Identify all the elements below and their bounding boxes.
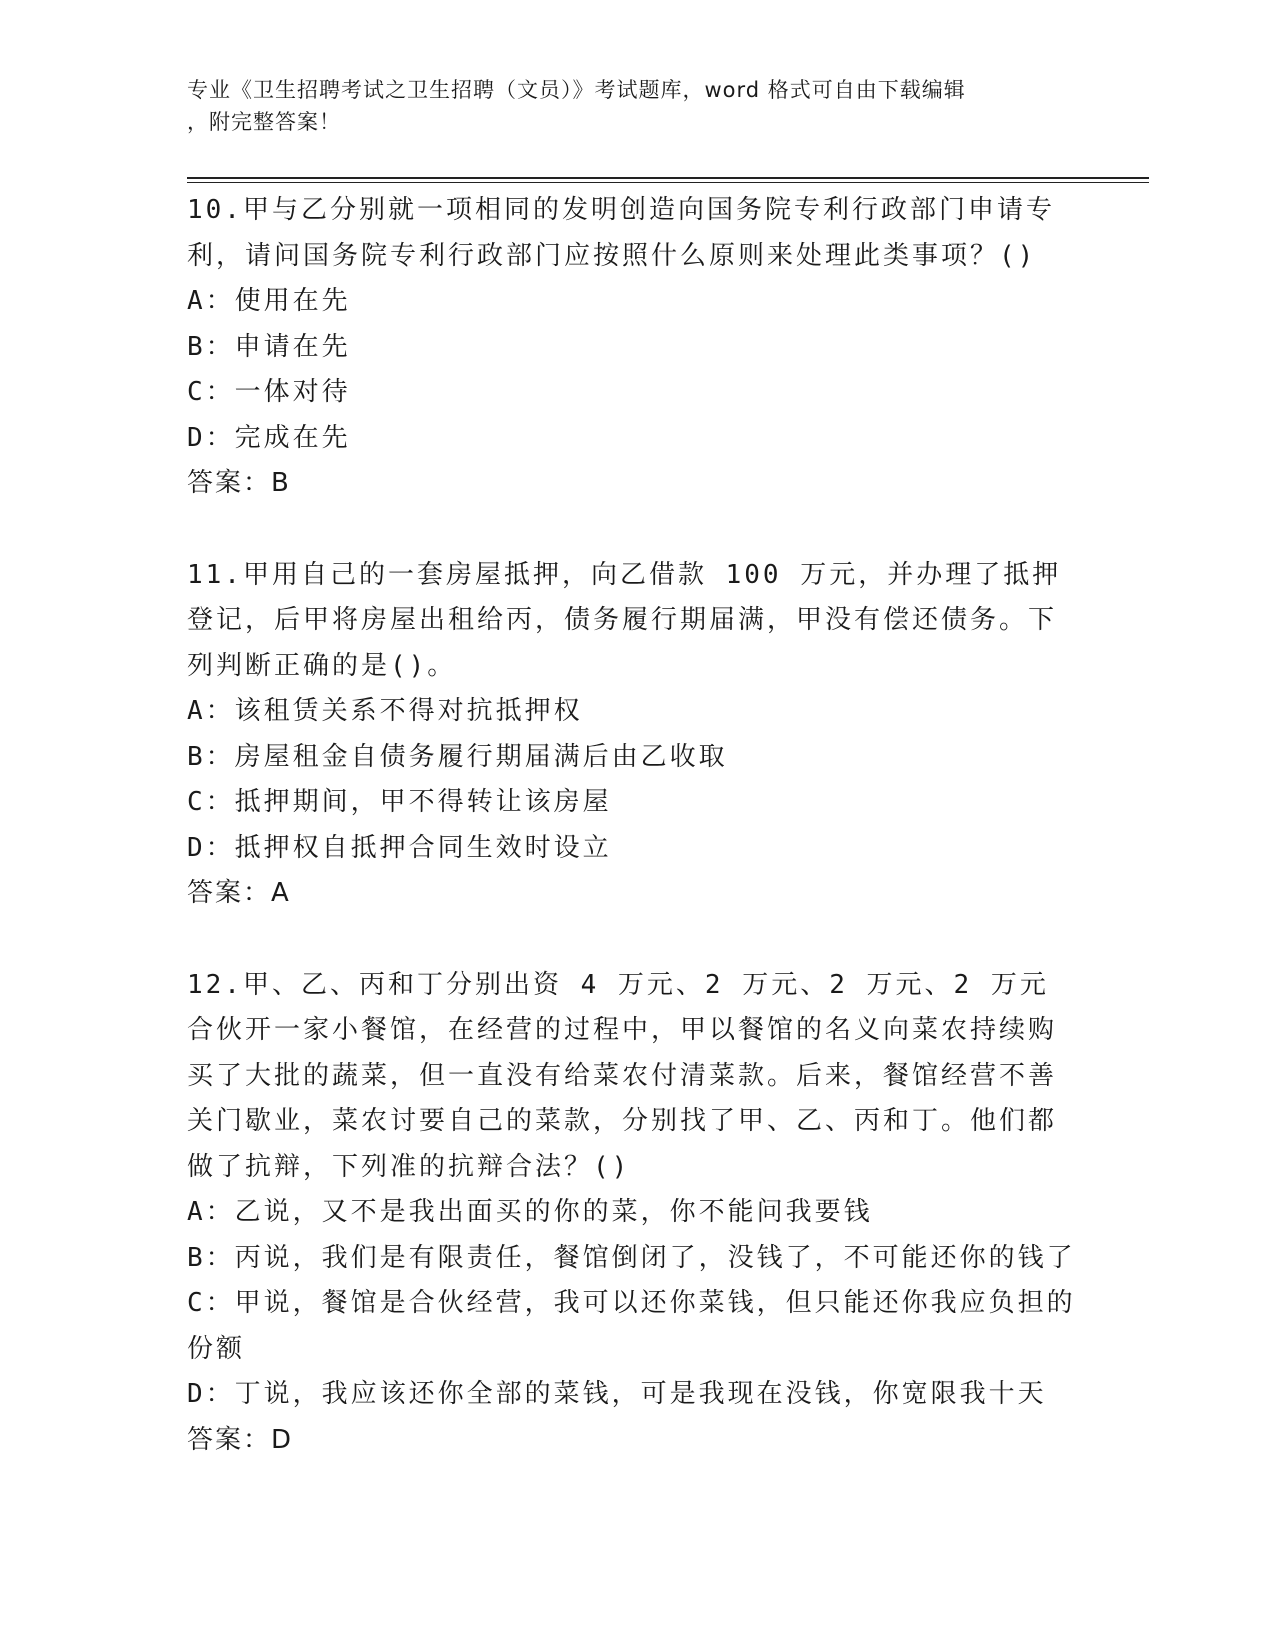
- question-stem: 11.甲用自己的一套房屋抵押，向乙借款 100 万元，并办理了抵押登记，后甲将房屋出租给丙，债务履行期届满，甲没有偿还债务。下列判断正确的是()。: [187, 559, 1062, 681]
- question-stem: 12.甲、乙、丙和丁分别出资 4 万元、2 万元、2 万元、2 万元合伙开一家小餐馆，在经营的过程中，甲以餐馆的名义向菜农持续购买了大批的蔬菜，但一直没有给菜农付清菜款。后来，餐馆经营不善关门歇业，菜农讨要自己的菜款，分别找了甲、乙、丙和丁。他们都做了抗辩，下列准的抗辩合法？(): [187, 969, 1058, 1182]
- document-header: [187, 74, 1067, 138]
- option-c: C：一体对待: [187, 377, 351, 407]
- option-c: C：抵押期间，甲不得转让该房屋: [187, 787, 612, 817]
- answer-label: 答案：D: [187, 1424, 294, 1455]
- question-11: [187, 553, 1087, 917]
- answer-label: 答案：B: [187, 468, 291, 498]
- answer-label: 答案：A: [187, 878, 291, 908]
- header-divider-thin: [187, 182, 1149, 183]
- question-10: [187, 188, 1087, 507]
- option-c: C：甲说，餐馆是合伙经营，我可以还你菜钱，但只能还你我应负担的份额: [187, 1288, 1076, 1364]
- option-d: D：完成在先: [187, 422, 351, 453]
- header-divider-thick: [187, 177, 1149, 179]
- option-b: B：丙说，我们是有限责任，餐馆倒闭了，没钱了，不可能还你的钱了: [187, 1242, 1076, 1273]
- option-b: B：房屋租金自债务履行期届满后由乙收取: [187, 741, 728, 772]
- option-a: A：该租赁关系不得对抗抵押权: [187, 696, 583, 726]
- header-line-2: ，附完整答案！: [187, 110, 341, 134]
- option-a: A：使用在先: [187, 286, 351, 316]
- option-b: B：申请在先: [187, 331, 351, 362]
- question-12: [187, 963, 1087, 1464]
- option-d: D：丁说，我应该还你全部的菜钱，可是我现在没钱，你宽限我十天: [187, 1379, 1047, 1409]
- question-stem: 10.甲与乙分别就一项相同的发明创造向国务院专利行政部门申请专利，请问国务院专利行政部门应按照什么原则来处理此类事项？(): [187, 195, 1055, 271]
- option-a: A：乙说，又不是我出面买的你的菜，你不能问我要钱: [187, 1197, 873, 1227]
- question-list: [187, 188, 1087, 1509]
- header-line-1: 专业《卫生招聘考试之卫生招聘（文员）》考试题库，word 格式可自由下载编辑: [187, 78, 966, 102]
- option-d: D：抵押权自抵押合同生效时设立: [187, 832, 612, 863]
